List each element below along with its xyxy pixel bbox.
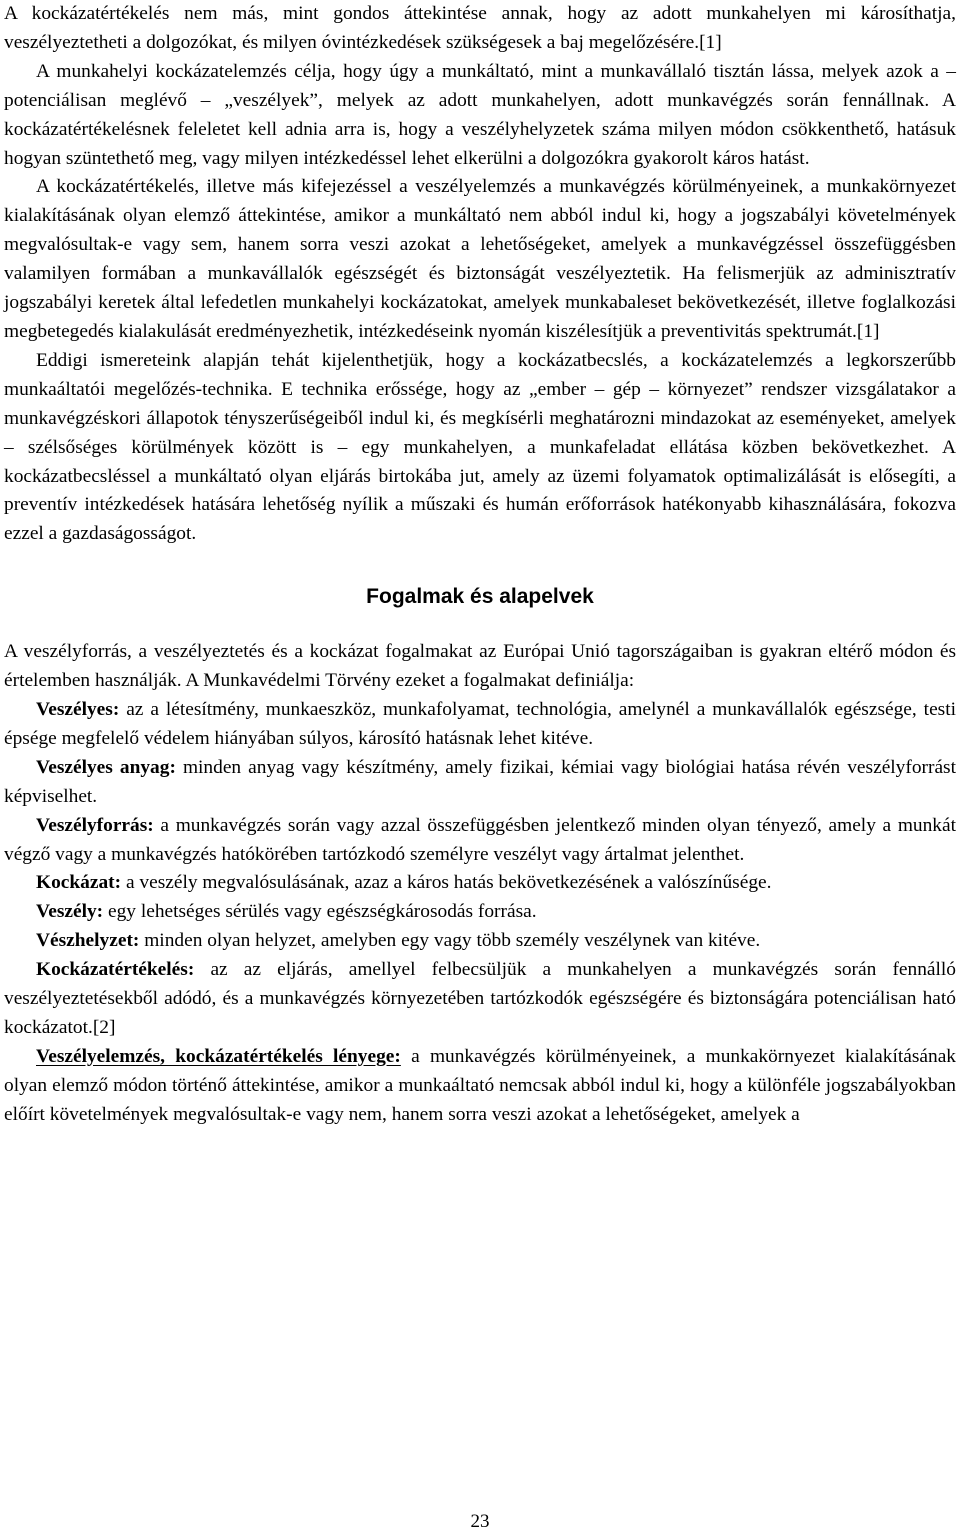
definition-text: a veszély megvalósulásának, azaz a káros hatás bekövetkezésének a valószínűsége. [121,872,772,894]
definition-text: a munkavégzés körülményeinek, a munkakörnyezet kialakításának olyan elemző módon történő áttekintése, amikor a munkaáltató nemcsak abból indul ki, hogy a különféle jogszabályokban előírt követelmények megvalósultak-e vagy nem, hanem sorra veszi azokat a lehetőségeket, amelyek a [4,1045,956,1125]
definition-text: egy lehetséges sérülés vagy egészségkárosodás forrása. [103,901,537,923]
definition-veszhelyzet [4,927,956,956]
section-heading: Fogalmak és alapelvek [366,585,594,609]
paragraph-lead: A veszélyforrás, a veszélyeztetés és a kockázat fogalmakat az Európai Unió tagországaiban is gyakran eltérő módon és értelemben használják. A Munkavédelmi Törvény ezeket a fogalmakat definiálja: [4,641,956,692]
definition-text: a munkavégzés során vagy azzal összefüggésben jelentkező minden olyan tényező, amely a munkát végző vagy a munkavégzés hatókörében tartózkodó személyre veszélyt vagy ártalmat jelenthet. [4,814,956,865]
paragraph-analysis-purpose [4,58,956,174]
definition-text: minden olyan helyzet, amelyben egy vagy több személy veszélynek van kitéve. [139,930,761,952]
definition-text: az az eljárás, amellyel felbecsüljük a munkahelyen a munkavégzés során fennálló veszélyeztetésekből adódó, és a munkavégzés környezetében tartózkodók egészségére és biztonságára potenciálisan ható kockázatot.[2] [4,959,956,1038]
paragraph-prevention-technique-text: Eddigi ismereteink alapján tehát kijelenthetjük, hogy a kockázatbecslés, a kockázatelemzés a legkorszerűbb munkaáltatói megelőzés-technika. E technika erőssége, hogy az „ember – gép – környezet” rendszer vizsgálatakor a munkavégzéskori állapotok tényszerűségeiből indul ki, és megkísérli meghatározni mindazokat az eseményeket, amelyek – szélsőséges körülmények között is – egy munkahelyen, a munkafeladat ellátása közben bekövetkezhet. A kockázatbecsléssel a munkáltató olyan eljárás birtokába jut, amely az üzemi folyamatok optimalizálását is elősegíti, a preventív intézkedések hatására lehetőség nyílik a műszaki és humán erőforrások hatékonyabb kihasználására, fokozva ezzel a gazdaságosságot. [4,349,956,545]
definition-term: Veszélyes: [36,699,120,721]
definition-term: Veszélyes anyag: [36,756,176,778]
definition-veszelyes-anyag [4,754,956,812]
definition-kockazat [4,869,956,898]
definition-text: minden anyag vagy készítmény, amely fizikai, kémiai vagy biológiai hatása révén veszélyforrást képviselhet. [4,756,956,807]
definition-veszelyforras [4,812,956,870]
definition-term: Veszélyelemzés, kockázatértékelés lényege: [36,1045,401,1067]
definition-term: Kockázat: [36,872,122,894]
definition-term: Veszélyforrás: [36,814,154,836]
paragraph-analysis-purpose-text: A munkahelyi kockázatelemzés célja, hogy úgy a munkáltató, mint a munkavállaló tisztán lássa, melyek azok a – potenciálisan meglévő – „veszélyek”, melyek az adott munkahelyen, adott munkavégzés során fennállnak. A kockázatértékelésnek feleletet kell adnia arra is, hogy a veszélyhelyzetek száma milyen módon csökkenthető, hatásuk hogyan szüntethető meg, vagy milyen intézkedéssel lehet elkerülni a dolgozókra gyakorolt káros hatást. [4,60,956,169]
definition-kockazatertekeles [4,956,956,1043]
definition-term: Veszély: [36,901,104,923]
paragraph-risk-assessment-text: A kockázatértékelés, illetve más kifejezéssel a veszélyelemzés a munkavégzés körülményeinek, a munkakörnyezet kialakításának olyan elemző áttekintése, amikor a munkáltató nem abból indul ki, hogy a jogszabályi követelmények megvalósultak-e vagy sem, hanem sorra veszi azokat a lehetőségeket, amelyek a munkavégzéssel összefüggésben valamilyen formában a munkavállalók egészségét és biztonságát veszélyeztetik. Ha felismerjük az adminisztratív jogszabályi keretek által lefedetlen munkahelyi kockázatokat, amelyek munkabaleset bekövetkezését, illetve foglalkozási megbetegedés kialakulását eredményezhetik, intézkedéseink nyomán kiszélesítjük a preventivitás spektrumát.[1] [4,176,956,342]
definition-term: Vészhelyzet: [36,930,140,952]
paragraph-intro-definition: A kockázatértékelés nem más, mint gondos áttekintése annak, hogy az adott munkahelyen mi károsíthatja, veszélyeztetheti a dolgozókat, és milyen óvintézkedések szükségesek a baj megelőzésére.[1] [4,3,956,53]
definition-text: az a létesítmény, munkaeszköz, munkafolyamat, technológia, amelynél a munkavállalók egészsége, testi épsége megfelelő védelem hiányában súlyos, károsító hatásnak lehet kitéve. [4,699,956,749]
definition-veszely [4,898,956,927]
paragraph-risk-assessment [4,173,956,346]
definition-veszelyes [4,696,956,754]
page-number: 23 [470,1511,490,1532]
paragraph-prevention-technique [4,347,956,549]
definition-term: Kockázatértékelés: [36,959,195,981]
definition-lenyege [4,1043,956,1130]
definitions-list [4,696,956,1130]
